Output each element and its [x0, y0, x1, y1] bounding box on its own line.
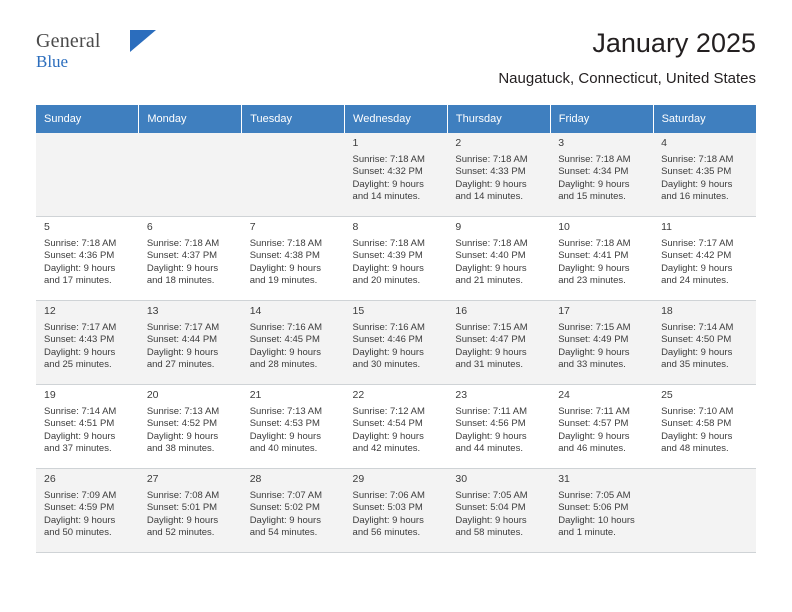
calendar-week-row — [36, 301, 756, 385]
calendar-day-cell[interactable] — [550, 385, 653, 469]
day-sunrise-text: Sunrise: 7:10 AM — [661, 405, 734, 417]
day-sun-info — [455, 322, 544, 372]
calendar-day-cell[interactable] — [139, 469, 242, 553]
day-sunset-text: Sunset: 4:54 PM — [352, 418, 423, 430]
day-sunrise-text: Sunrise: 7:05 AM — [558, 489, 631, 501]
day-number: 27 — [146, 473, 159, 485]
day-daylight1-text: Daylight: 10 hours — [558, 514, 635, 526]
day-sun-info — [661, 238, 750, 288]
day-number: 13 — [146, 305, 159, 317]
day-daylight2-text: and 40 minutes. — [249, 443, 318, 455]
day-sunset-text: Sunset: 5:06 PM — [558, 502, 629, 514]
day-sunset-text: Sunset: 5:02 PM — [249, 502, 320, 514]
day-daylight1-text: Daylight: 9 hours — [249, 514, 321, 526]
day-sunrise-text: Sunrise: 7:15 AM — [455, 321, 528, 333]
calendar-day-cell[interactable] — [139, 385, 242, 469]
calendar-day-cell[interactable] — [653, 301, 756, 385]
day-sun-info — [558, 238, 647, 288]
calendar-day-cell[interactable] — [447, 385, 550, 469]
calendar-day-cell[interactable] — [139, 301, 242, 385]
day-number: 22 — [352, 389, 365, 401]
calendar-day-cell[interactable] — [447, 217, 550, 301]
day-sun-info — [353, 154, 442, 204]
day-daylight2-text: and 37 minutes. — [44, 443, 112, 455]
calendar-day-empty — [242, 133, 345, 217]
day-sunset-text: Sunset: 4:51 PM — [44, 418, 115, 430]
day-daylight1-text: Daylight: 9 hours — [146, 430, 219, 442]
day-sun-info — [661, 406, 750, 456]
day-daylight1-text: Daylight: 9 hours — [352, 514, 424, 526]
day-sunset-text: Sunset: 4:59 PM — [44, 502, 115, 514]
day-daylight1-text: Daylight: 9 hours — [44, 430, 116, 442]
day-sunrise-text: Sunrise: 7:18 AM — [661, 153, 734, 165]
day-daylight2-text: and 18 minutes. — [146, 275, 215, 287]
day-daylight2-text: and 23 minutes. — [558, 275, 626, 287]
calendar-day-cell[interactable] — [550, 469, 653, 553]
calendar-day-cell[interactable] — [242, 469, 345, 553]
day-sunset-text: Sunset: 4:53 PM — [249, 418, 320, 430]
day-daylight1-text: Daylight: 9 hours — [455, 262, 527, 274]
day-number: 30 — [455, 473, 468, 485]
day-daylight2-text: and 44 minutes. — [455, 443, 523, 455]
day-daylight1-text: Daylight: 9 hours — [249, 346, 321, 358]
day-daylight1-text: Daylight: 9 hours — [558, 346, 630, 358]
calendar-day-cell[interactable] — [345, 469, 448, 553]
day-sun-info — [455, 490, 544, 540]
day-sun-info — [44, 490, 133, 540]
day-sunset-text: Sunset: 4:43 PM — [44, 334, 115, 346]
calendar-day-cell[interactable] — [653, 133, 756, 217]
day-sun-info — [455, 406, 544, 456]
day-daylight2-text: and 20 minutes. — [352, 275, 421, 287]
day-daylight1-text: Daylight: 9 hours — [661, 178, 733, 190]
calendar-day-cell[interactable] — [345, 133, 448, 217]
day-daylight2-text: and 38 minutes. — [146, 443, 215, 455]
logo-flag-icon — [130, 30, 156, 52]
day-sun-info — [250, 322, 339, 372]
day-sun-info — [250, 406, 339, 456]
day-number: 9 — [455, 221, 462, 233]
day-sunrise-text: Sunrise: 7:17 AM — [661, 237, 734, 249]
day-daylight1-text: Daylight: 9 hours — [558, 262, 630, 274]
weekday-header-monday: Monday — [139, 105, 242, 133]
calendar-day-cell[interactable] — [242, 301, 345, 385]
day-daylight2-text: and 21 minutes. — [455, 275, 523, 287]
page-header — [36, 0, 756, 87]
day-daylight2-text: and 17 minutes. — [44, 275, 112, 287]
day-sun-info — [661, 154, 750, 204]
weekday-header-saturday: Saturday — [653, 105, 756, 133]
calendar-week-row — [36, 217, 756, 301]
day-sunrise-text: Sunrise: 7:15 AM — [558, 321, 631, 333]
day-number: 4 — [661, 137, 667, 149]
weekday-header-friday: Friday — [550, 105, 653, 133]
day-sunrise-text: Sunrise: 7:13 AM — [146, 405, 220, 417]
day-sunrise-text: Sunrise: 7:18 AM — [352, 153, 425, 165]
day-sun-info — [353, 238, 442, 288]
calendar-day-cell[interactable] — [345, 217, 448, 301]
day-sunset-text: Sunset: 4:32 PM — [352, 166, 423, 178]
day-sunrise-text: Sunrise: 7:12 AM — [352, 405, 425, 417]
day-sunrise-text: Sunrise: 7:17 AM — [146, 321, 220, 333]
day-sunset-text: Sunset: 4:46 PM — [352, 334, 423, 346]
day-daylight2-text: and 14 minutes. — [455, 191, 523, 203]
calendar-day-cell[interactable] — [36, 385, 139, 469]
day-sunset-text: Sunset: 4:49 PM — [558, 334, 629, 346]
day-number: 2 — [455, 137, 462, 149]
day-daylight2-text: and 31 minutes. — [455, 359, 523, 371]
day-sun-info — [353, 406, 442, 456]
day-number: 26 — [44, 473, 56, 485]
day-number: 15 — [352, 305, 365, 317]
calendar-day-cell[interactable] — [447, 133, 550, 217]
day-sunrise-text: Sunrise: 7:18 AM — [558, 153, 631, 165]
day-daylight2-text: and 15 minutes. — [558, 191, 626, 203]
day-sunset-text: Sunset: 5:03 PM — [352, 502, 423, 514]
day-daylight1-text: Daylight: 9 hours — [352, 346, 424, 358]
day-sunrise-text: Sunrise: 7:18 AM — [455, 153, 528, 165]
day-sun-info — [353, 322, 442, 372]
day-daylight2-text: and 58 minutes. — [455, 527, 523, 539]
day-sunset-text: Sunset: 5:01 PM — [146, 502, 218, 514]
day-sunrise-text: Sunrise: 7:14 AM — [661, 321, 734, 333]
day-number: 5 — [44, 221, 50, 233]
day-sunset-text: Sunset: 4:52 PM — [146, 418, 218, 430]
day-daylight2-text: and 24 minutes. — [661, 275, 729, 287]
sunrise-sunset-calendar — [36, 105, 756, 553]
day-sunset-text: Sunset: 4:39 PM — [352, 250, 423, 262]
day-sunrise-text: Sunrise: 7:11 AM — [558, 405, 630, 417]
day-daylight1-text: Daylight: 9 hours — [661, 262, 733, 274]
day-daylight2-text: and 50 minutes. — [44, 527, 112, 539]
day-number: 14 — [249, 305, 262, 317]
day-sun-info — [44, 322, 133, 372]
day-daylight2-text: and 1 minute. — [558, 527, 616, 539]
day-sunrise-text: Sunrise: 7:06 AM — [352, 489, 425, 501]
calendar-day-cell[interactable] — [550, 217, 653, 301]
day-number: 21 — [249, 389, 262, 401]
day-sunset-text: Sunset: 4:45 PM — [249, 334, 320, 346]
day-daylight1-text: Daylight: 9 hours — [558, 178, 630, 190]
day-number: 20 — [146, 389, 159, 401]
day-number: 3 — [558, 137, 565, 149]
page-subtitle-location: Naugatuck, Connecticut, United States — [498, 70, 756, 87]
day-number: 12 — [44, 305, 56, 317]
calendar-day-cell[interactable] — [36, 469, 139, 553]
day-number: 11 — [661, 221, 672, 233]
day-sunrise-text: Sunrise: 7:18 AM — [455, 237, 528, 249]
weekday-header-row — [36, 105, 756, 133]
weekday-header-thursday: Thursday — [447, 105, 550, 133]
day-sunrise-text: Sunrise: 7:09 AM — [44, 489, 117, 501]
day-sun-info — [250, 238, 339, 288]
weekday-header-tuesday: Tuesday — [242, 105, 345, 133]
day-sunset-text: Sunset: 4:37 PM — [146, 250, 218, 262]
day-sunrise-text: Sunrise: 7:05 AM — [455, 489, 528, 501]
day-number: 19 — [44, 389, 56, 401]
day-sunset-text: Sunset: 4:34 PM — [558, 166, 629, 178]
day-daylight2-text: and 54 minutes. — [249, 527, 318, 539]
day-daylight1-text: Daylight: 9 hours — [455, 430, 527, 442]
calendar-day-empty — [36, 133, 139, 217]
calendar-day-cell[interactable] — [653, 385, 756, 469]
calendar-day-cell[interactable] — [242, 217, 345, 301]
day-sunset-text: Sunset: 4:36 PM — [44, 250, 115, 262]
day-sun-info — [44, 406, 133, 456]
day-sunrise-text: Sunrise: 7:18 AM — [44, 237, 117, 249]
day-sunrise-text: Sunrise: 7:18 AM — [558, 237, 631, 249]
day-sunset-text: Sunset: 4:44 PM — [146, 334, 218, 346]
day-sunrise-text: Sunrise: 7:18 AM — [352, 237, 425, 249]
calendar-day-cell[interactable] — [447, 301, 550, 385]
day-sun-info — [353, 490, 442, 540]
day-sun-info — [147, 238, 236, 288]
day-daylight1-text: Daylight: 9 hours — [146, 346, 219, 358]
calendar-day-cell[interactable] — [550, 301, 653, 385]
day-daylight1-text: Daylight: 9 hours — [558, 430, 630, 442]
day-daylight1-text: Daylight: 9 hours — [661, 430, 733, 442]
day-number: 29 — [352, 473, 365, 485]
day-daylight1-text: Daylight: 9 hours — [455, 178, 527, 190]
calendar-day-cell[interactable] — [36, 301, 139, 385]
day-daylight2-text: and 25 minutes. — [44, 359, 112, 371]
day-sunrise-text: Sunrise: 7:16 AM — [249, 321, 323, 333]
calendar-day-cell[interactable] — [242, 385, 345, 469]
day-number: 25 — [661, 389, 673, 401]
calendar-day-cell[interactable] — [345, 385, 448, 469]
day-number: 31 — [558, 473, 570, 485]
day-daylight2-text: and 16 minutes. — [661, 191, 729, 203]
logo-text-general: General — [36, 30, 101, 52]
day-daylight1-text: Daylight: 9 hours — [455, 346, 527, 358]
day-daylight2-text: and 42 minutes. — [352, 443, 421, 455]
weekday-header-sunday: Sunday — [36, 105, 139, 133]
day-sun-info — [250, 490, 339, 540]
day-daylight1-text: Daylight: 9 hours — [352, 178, 424, 190]
day-daylight1-text: Daylight: 9 hours — [44, 346, 116, 358]
day-number: 24 — [558, 389, 570, 401]
day-daylight1-text: Daylight: 9 hours — [249, 262, 321, 274]
day-number: 8 — [352, 221, 359, 233]
day-sunrise-text: Sunrise: 7:14 AM — [44, 405, 117, 417]
day-daylight1-text: Daylight: 9 hours — [44, 514, 116, 526]
day-daylight2-text: and 27 minutes. — [146, 359, 215, 371]
day-daylight1-text: Daylight: 9 hours — [661, 346, 733, 358]
day-number: 1 — [352, 137, 359, 149]
day-daylight1-text: Daylight: 9 hours — [44, 262, 116, 274]
day-daylight1-text: Daylight: 9 hours — [455, 514, 527, 526]
day-sun-info — [147, 322, 236, 372]
day-daylight2-text: and 35 minutes. — [661, 359, 729, 371]
day-sunrise-text: Sunrise: 7:18 AM — [146, 237, 220, 249]
day-daylight2-text: and 52 minutes. — [146, 527, 215, 539]
day-number: 10 — [558, 221, 570, 233]
day-daylight2-text: and 48 minutes. — [661, 443, 729, 455]
day-sunset-text: Sunset: 4:57 PM — [558, 418, 629, 430]
calendar-day-cell[interactable] — [550, 133, 653, 217]
calendar-day-cell[interactable] — [139, 217, 242, 301]
day-sun-info — [455, 238, 544, 288]
day-sun-info — [455, 154, 544, 204]
day-sun-info — [661, 322, 750, 372]
day-daylight2-text: and 14 minutes. — [352, 191, 421, 203]
day-number: 18 — [661, 305, 673, 317]
day-daylight2-text: and 46 minutes. — [558, 443, 626, 455]
calendar-day-cell[interactable] — [345, 301, 448, 385]
day-sunset-text: Sunset: 4:41 PM — [558, 250, 629, 262]
day-sun-info — [558, 490, 647, 540]
logo[interactable] — [36, 30, 156, 76]
calendar-body — [36, 133, 756, 553]
day-sunrise-text: Sunrise: 7:11 AM — [455, 405, 528, 417]
day-sunset-text: Sunset: 4:38 PM — [249, 250, 320, 262]
day-sunset-text: Sunset: 4:42 PM — [661, 250, 732, 262]
day-sunset-text: Sunset: 4:56 PM — [455, 418, 526, 430]
calendar-day-empty — [139, 133, 242, 217]
calendar-week-row — [36, 385, 756, 469]
day-sunrise-text: Sunrise: 7:13 AM — [249, 405, 323, 417]
day-number: 16 — [455, 305, 468, 317]
calendar-day-cell[interactable] — [36, 217, 139, 301]
day-sunset-text: Sunset: 4:40 PM — [455, 250, 526, 262]
day-sun-info — [558, 406, 647, 456]
day-sunset-text: Sunset: 4:50 PM — [661, 334, 732, 346]
day-daylight2-text: and 28 minutes. — [249, 359, 318, 371]
day-number: 7 — [249, 221, 256, 233]
day-daylight1-text: Daylight: 9 hours — [352, 430, 424, 442]
day-daylight2-text: and 19 minutes. — [249, 275, 318, 287]
day-sunrise-text: Sunrise: 7:18 AM — [249, 237, 323, 249]
day-sunset-text: Sunset: 4:47 PM — [455, 334, 526, 346]
day-daylight2-text: and 30 minutes. — [352, 359, 421, 371]
day-daylight1-text: Daylight: 9 hours — [146, 514, 219, 526]
day-number: 6 — [146, 221, 153, 233]
day-sunrise-text: Sunrise: 7:16 AM — [352, 321, 425, 333]
day-daylight2-text: and 56 minutes. — [352, 527, 421, 539]
calendar-week-row — [36, 469, 756, 553]
calendar-day-empty — [653, 469, 756, 553]
day-number: 23 — [455, 389, 468, 401]
page-title: January 2025 — [592, 28, 756, 58]
calendar-day-cell[interactable] — [447, 469, 550, 553]
day-sunset-text: Sunset: 4:35 PM — [661, 166, 732, 178]
logo-text-blue: Blue — [36, 52, 69, 71]
day-daylight1-text: Daylight: 9 hours — [352, 262, 424, 274]
day-sunrise-text: Sunrise: 7:08 AM — [146, 489, 220, 501]
day-daylight2-text: and 33 minutes. — [558, 359, 626, 371]
weekday-header-wednesday: Wednesday — [345, 105, 448, 133]
day-sunset-text: Sunset: 5:04 PM — [455, 502, 526, 514]
day-daylight1-text: Daylight: 9 hours — [146, 262, 219, 274]
day-sunset-text: Sunset: 4:33 PM — [455, 166, 526, 178]
day-sunrise-text: Sunrise: 7:17 AM — [44, 321, 117, 333]
day-sun-info — [558, 154, 647, 204]
day-sunrise-text: Sunrise: 7:07 AM — [249, 489, 323, 501]
day-number: 17 — [558, 305, 570, 317]
calendar-week-row — [36, 133, 756, 217]
day-sun-info — [147, 490, 236, 540]
day-number: 28 — [249, 473, 262, 485]
calendar-day-cell[interactable] — [653, 217, 756, 301]
day-sun-info — [147, 406, 236, 456]
day-sun-info — [44, 238, 133, 288]
day-daylight1-text: Daylight: 9 hours — [249, 430, 321, 442]
day-sunset-text: Sunset: 4:58 PM — [661, 418, 732, 430]
day-sun-info — [558, 322, 647, 372]
